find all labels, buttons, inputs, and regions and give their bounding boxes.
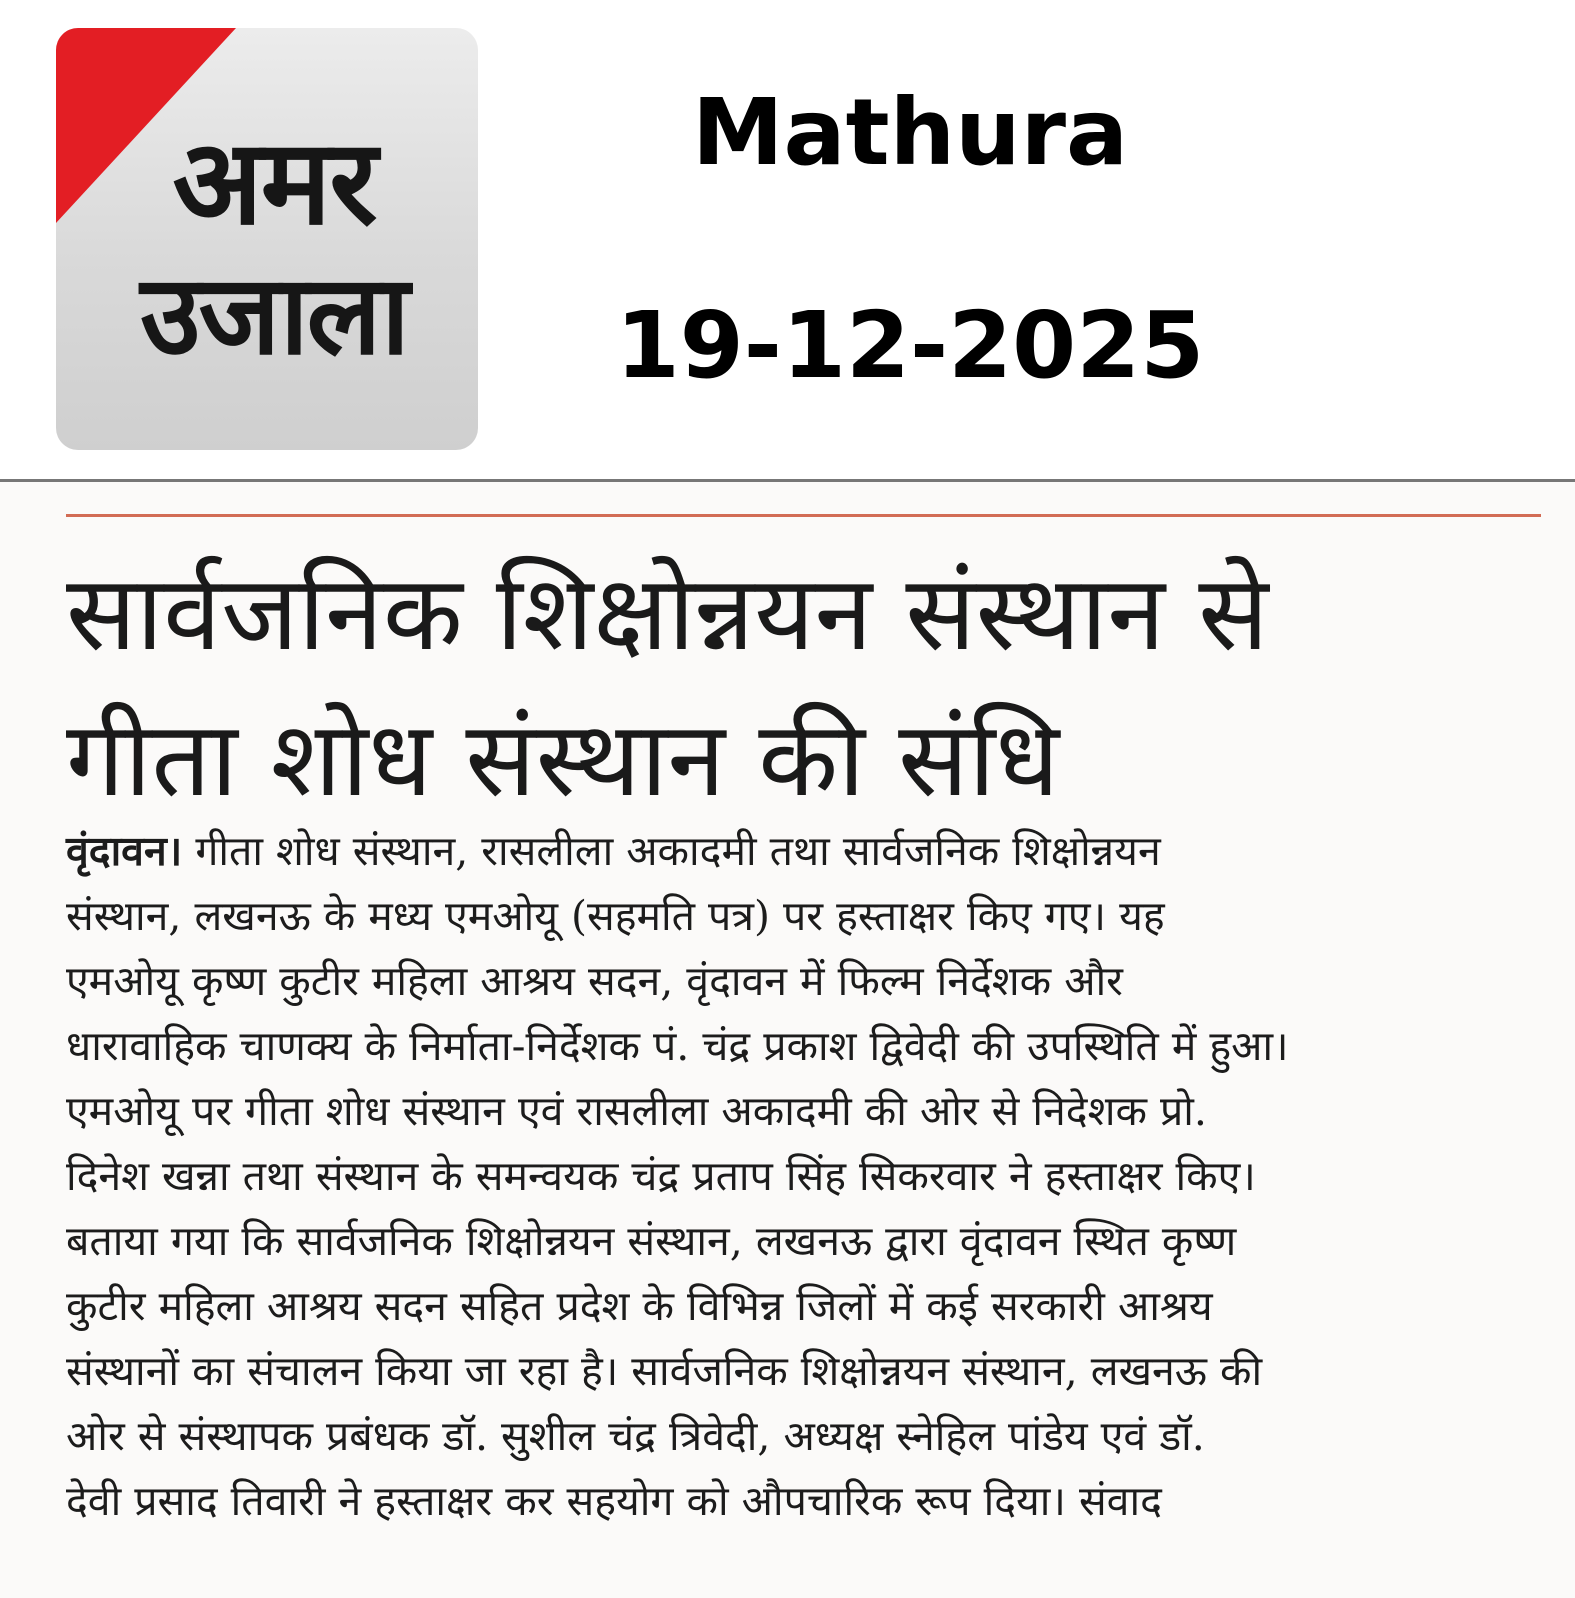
body-line: ओर से संस्थापक प्रबंधक डॉ. सुशील चंद्र त्रिवेदी, अध्यक्ष स्नेहिल पांडेय एवं डॉ.	[66, 1412, 1205, 1460]
body-line	[66, 819, 1546, 884]
headline-line: गीता शोध संस्थान की संधि	[66, 698, 1060, 820]
edition-city: Mathura	[691, 79, 1129, 186]
body-line: एमओयू कृष्ण कुटीर महिला आश्रय सदन, वृंदावन में फिल्म निर्देशक और	[66, 957, 1123, 1005]
logo-text-line-1: अमर	[172, 113, 376, 251]
body-line: संस्थान, लखनऊ के मध्य एमओयू (सहमति पत्र) पर हस्ताक्षर किए गए। यह	[66, 892, 1165, 940]
body-line-text: गीता शोध संस्थान, रासलीला अकादमी तथा सार्वजनिक शिक्षोन्नयन	[182, 827, 1161, 875]
newspaper-logo	[56, 28, 478, 450]
article-body	[66, 819, 1546, 1534]
article-dateline: वृंदावन।	[66, 827, 183, 875]
body-line: कुटीर महिला आश्रय सदन सहित प्रदेश के विभिन्न जिलों में कई सरकारी आश्रय	[66, 1282, 1213, 1330]
body-line: धारावाहिक चाणक्य के निर्माता-निर्देशक पं. चंद्र प्रकाश द्विवेदी की उपस्थिति में हुआ।	[66, 1022, 1289, 1070]
body-line: संस्थानों का संचालन किया जा रहा है। सार्वजनिक शिक्षोन्नयन संस्थान, लखनऊ की	[66, 1347, 1263, 1395]
clipping-top-rule	[66, 514, 1541, 517]
body-line: बताया गया कि सार्वजनिक शिक्षोन्नयन संस्थान, लखनऊ द्वारा वृंदावन स्थित कृष्ण	[66, 1217, 1237, 1265]
article-headline	[66, 540, 1546, 832]
headline-line: सार्वजनिक शिक्षोन्नयन संस्थान से	[66, 552, 1269, 674]
body-line: एमओयू पर गीता शोध संस्थान एवं रासलीला अकादमी की ओर से निदेशक प्रो.	[66, 1087, 1207, 1135]
body-line: दिनेश खन्ना तथा संस्थान के समन्वयक चंद्र प्रताप सिंह सिकरवार ने हस्ताक्षर किए।	[66, 1152, 1256, 1200]
body-line: देवी प्रसाद तिवारी ने हस्ताक्षर कर सहयोग को औपचारिक रूप दिया। संवाद	[66, 1477, 1162, 1525]
logo-text-line-2: उजाला	[140, 251, 408, 379]
news-clipping	[0, 482, 1575, 1598]
edition-date: 19-12-2025	[615, 292, 1205, 399]
